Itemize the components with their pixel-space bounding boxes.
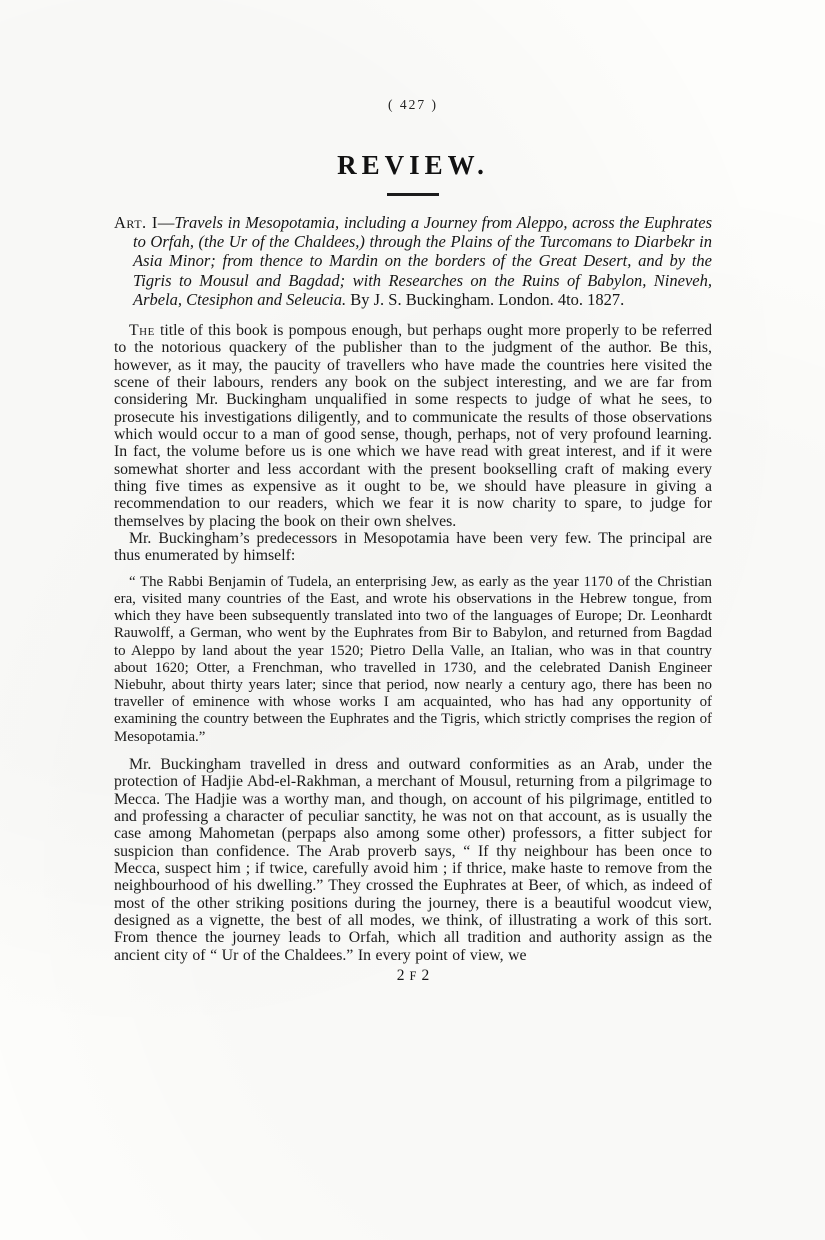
printer-signature: [114, 967, 712, 985]
paragraph-2: Mr. Buckingham’s predecessors in Mesopotamia have been very few. The principal are thus enumerated by himself:: [114, 530, 712, 565]
title-rule: [387, 193, 439, 196]
text-block: [114, 97, 712, 985]
paragraph-3: Mr. Buckingham travelled in dress and outward conformities as an Arab, under the protection of Hadjie Abd-el-Rakhman, a merchant of Mousul, returning from a pilgrimage to Mecca. The Hadjie was a worthy man, and though, on account of his pilgrimage, entitled to and professing a character of peculiar sanctity, he was not on that account, as is usually the case among Mahometan (perpaps also among some other) professors, a fitter subject for suspicion than confidence. The Arab proverb says, “ If thy neighbour has been once to Mecca, suspect him ; if twice, carefully avoid him ; if thrice, make haste to remove from the neighbourhood of his dwelling.” They crossed the Euphrates at Beer, of which, as indeed of most of the other striking positions during the journey, there is a beautiful woodcut view, designed as a vignette, the best of all modes, we think, of illustrating a work of this sort. From thence the journey leads to Orfah, which all tradition and authority assign as the ancient city of “ Ur of the Chaldees.” In every point of view, we: [114, 755, 712, 964]
block-quotation: “ The Rabbi Benjamin of Tudela, an enterprising Jew, as early as the year 1170 of the Christian era, visited many countries of the East, and wrote his observations in the Hebrew tongue, from which they have been subsequently translated into two of the languages of Europe; Dr. Leonhardt Rauwolff, a German, who went by the Euphrates from Bir to Babylon, and returned from Bagdad to Aleppo by land about the year 1520; Pietro Della Valle, an Italian, who was in that country about 1620; Otter, a Frenchman, who travelled in 1730, and the celebrated Danish Engineer Niebuhr, about thirty years later; since that period, now nearly a century ago, there has been no traveller of eminence with whose works I am acquainted, who has had any opportunity of examining the country between the Euphrates and the Tigris, which strictly comprises the region of Mesopotamia.”: [114, 573, 712, 745]
article-number-label: Art. I: [114, 213, 158, 232]
section-title: REVIEW.: [337, 150, 489, 180]
signature-letter: F: [409, 968, 417, 983]
article-heading: [114, 213, 712, 309]
paragraph-1: [114, 322, 712, 530]
article-imprint: By J. S. Buckingham. London. 4to. 1827.: [346, 289, 625, 309]
signature-suffix: 2: [421, 966, 430, 984]
article-title: Travels in Mesopotamia, including a Journey from Aleppo, across the Euphrates to Orfah, (the Ur of the Chaldees,) through the Plains of the Turcomans to Diarbekr in Asia Minor; from thence to Mardin on the borders of the Great Desert, and by the Tigris to Mousul and Bagdad; with Researches on the Ruins of Babylon, Nineveh, Arbela, Ctesiphon and Seleucia.: [133, 213, 712, 309]
paragraph-1-text: title of this book is pompous enough, but perhaps ought more properly to be referred to the notorious quackery of the publisher than to the judgment of the author. Be this, however, as it may, the paucity of travellers who have made the countries here visited the scene of their labours, renders any book on the subject interesting, and we are far from considering Mr. Buckingham unqualified in some respects to judge of what he sees, to prosecute his investigations diligently, and to communicate the results of those observations which would occur to a man of good sense, though, perhaps, not of very profound learning. In fact, the volume before us is one which we have read with great interest, and if it were somewhat shorter and less accordant with the present bookselling craft of making every thing five times as expensive as it ought to be, we should have pleasure in giving a recommendation to our readers, which we fear it is now charity to spare, to judge for themselves by placing the book on their own shelves.: [114, 322, 712, 530]
paragraph-1-lead-word: The: [129, 322, 155, 340]
signature-prefix: 2: [396, 966, 405, 984]
article-dash: —: [157, 213, 175, 232]
page-number: ( 427 ): [388, 97, 438, 112]
